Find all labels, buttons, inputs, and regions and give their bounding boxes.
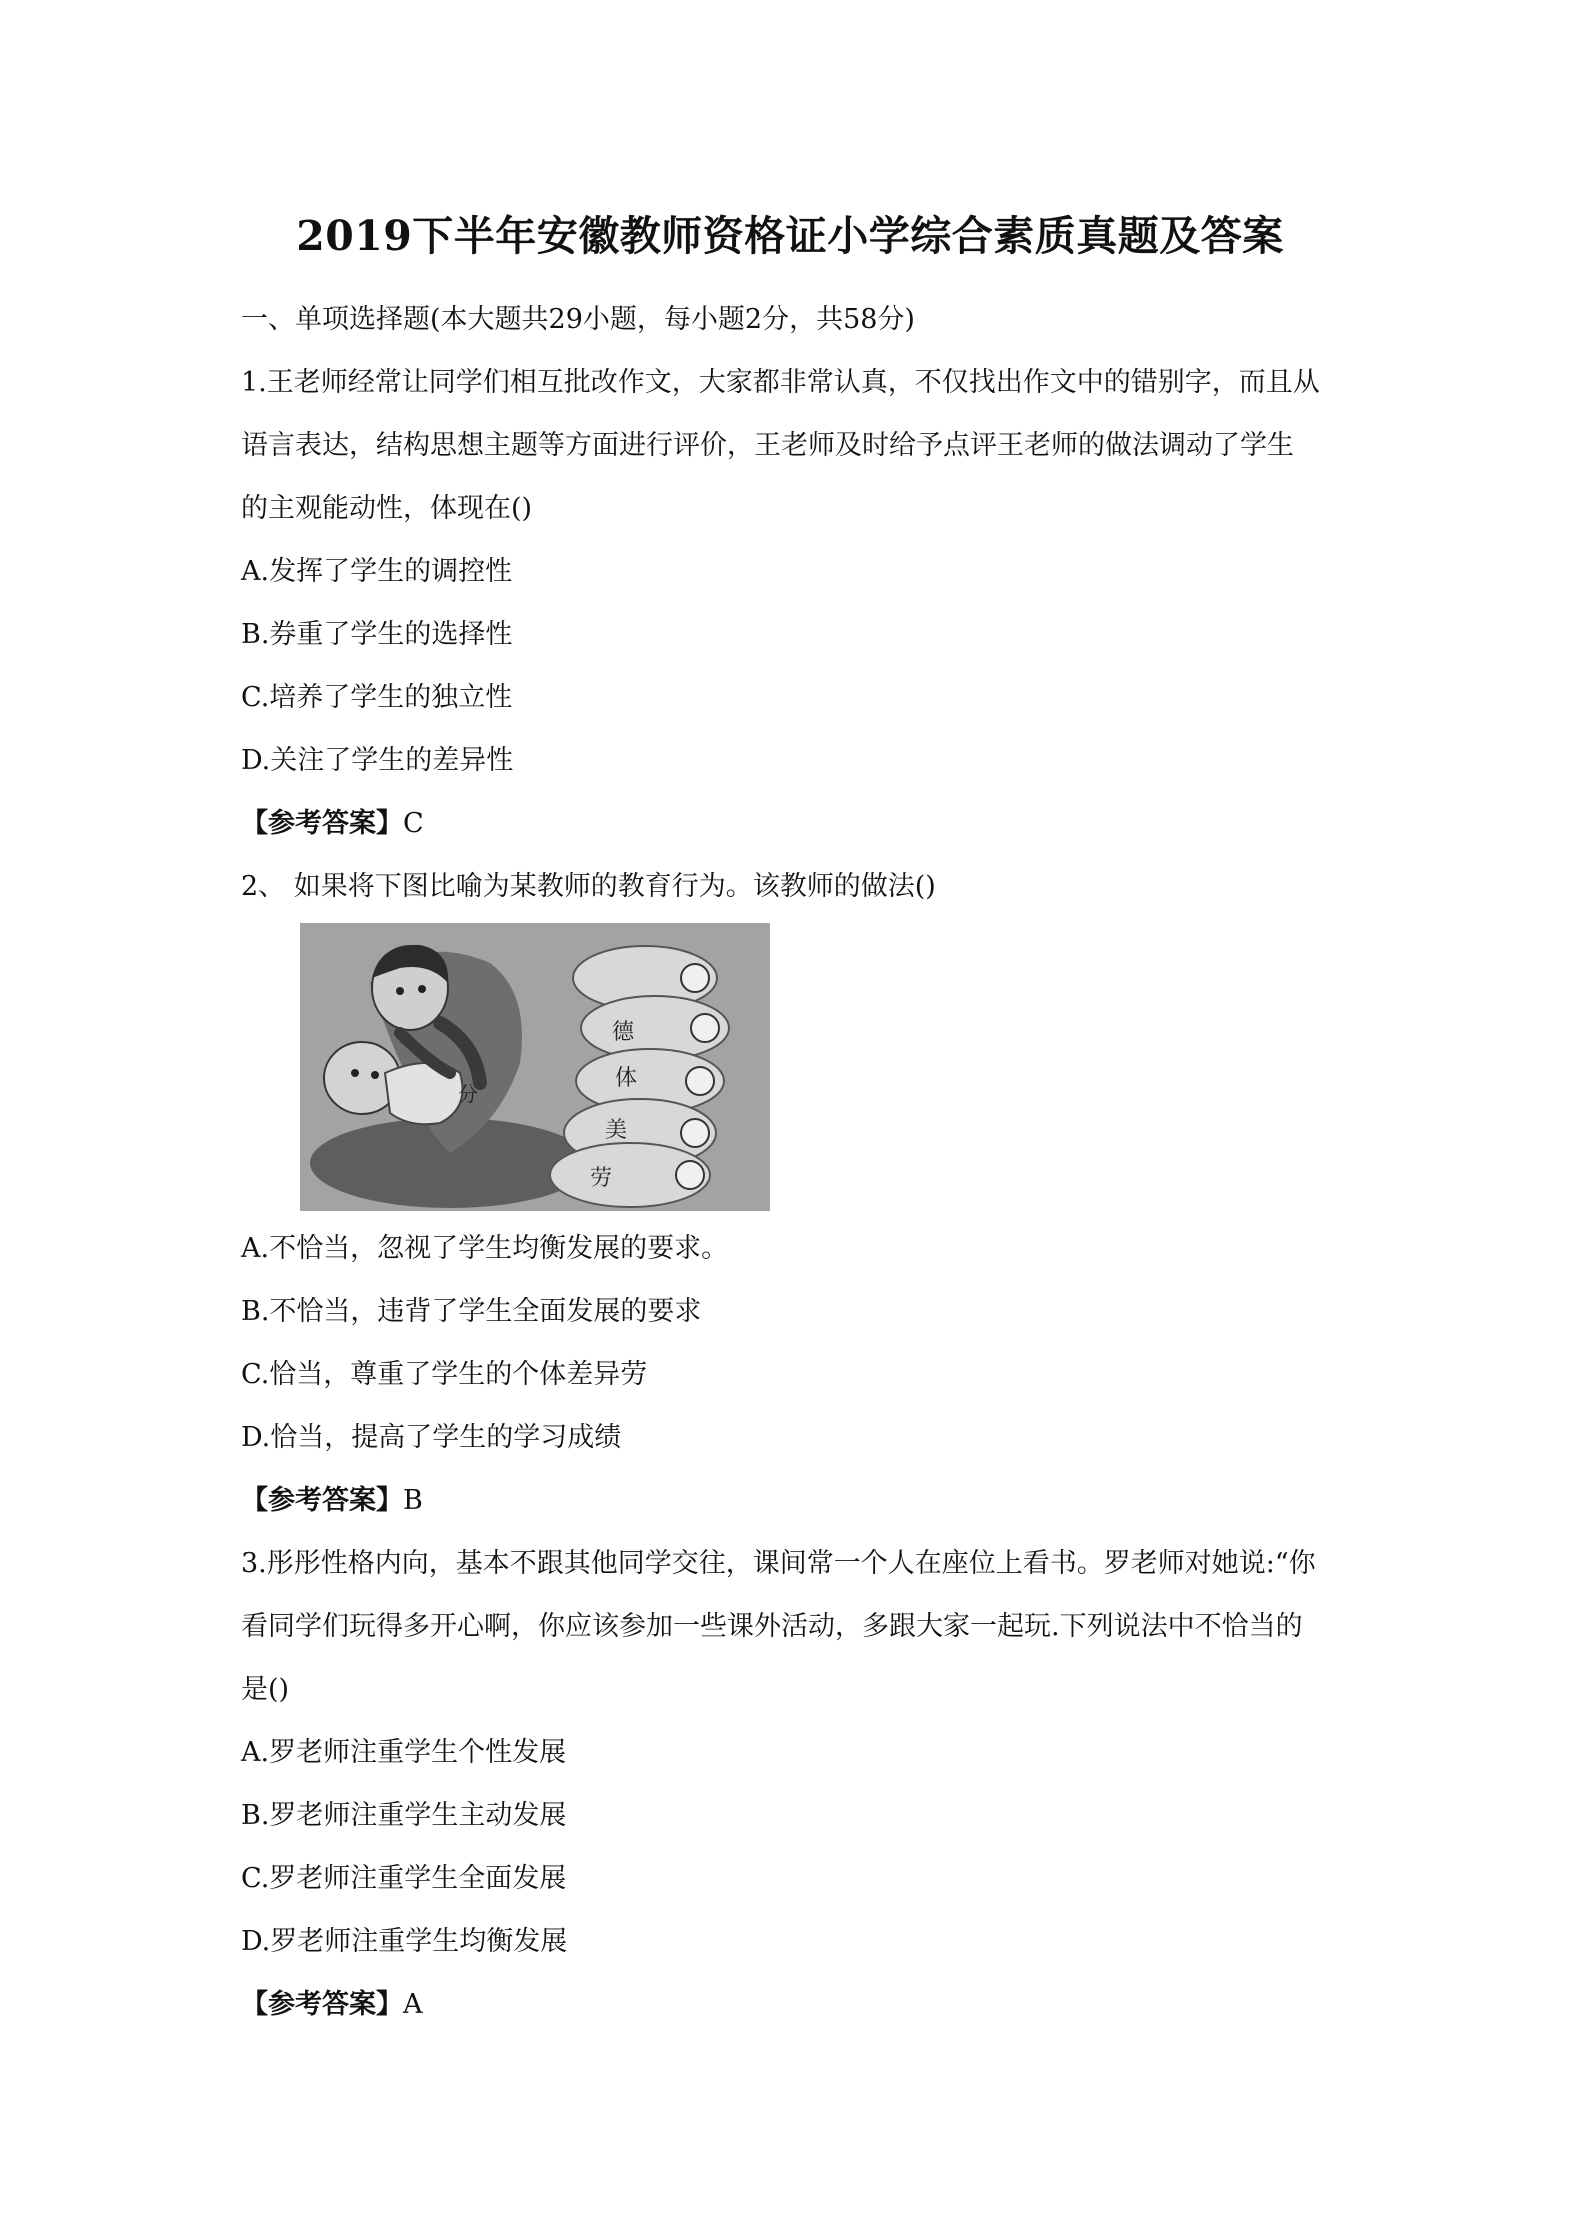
question-stem-line: 2、 如果将下图比喻为某教师的教育行为。该教师的做法(): [241, 871, 936, 902]
question-illustration: [300, 923, 770, 1211]
option-a: A.不恰当，忽视了学生均衡发展的要求。: [241, 1233, 729, 1264]
question-stem-line: 3.彤彤性格内向，基本不跟其他同学交往，课间常一个人在座位上看书。罗老师对她说:“你: [241, 1548, 1316, 1579]
option-c: C.罗老师注重学生全面发展: [241, 1863, 567, 1894]
section-heading: 一、单项选择题(本大题共29小题，每小题2分，共58分): [241, 304, 915, 335]
question-stem-line: 语言表达，结构思想主题等方面进行评价，王老师及时给予点评王老师的做法调动了学生: [241, 430, 1294, 461]
question-3: [241, 1532, 1361, 2036]
answer-label: 【参考答案】: [241, 1485, 403, 1516]
answer-line: [241, 792, 1361, 855]
answer-line: [241, 1469, 1361, 1532]
answer-value: A: [403, 1989, 423, 2020]
option-d: D.罗老师注重学生均衡发展: [241, 1926, 568, 1957]
page-title: 2019下半年安徽教师资格证小学综合素质真题及答案: [296, 212, 1284, 260]
answer-value: C: [403, 808, 424, 839]
option-d: D.恰当，提高了学生的学习成绩: [241, 1422, 622, 1453]
question-stem-line: 看同学们玩得多开心啊，你应该参加一些课外活动，多跟大家一起玩.下列说法中不恰当的: [241, 1611, 1303, 1642]
option-b: B.券重了学生的选择性: [241, 619, 513, 650]
answer-label: 【参考答案】: [241, 808, 403, 839]
question-stem-line: 1.王老师经常让同学们相互批改作文，大家都非常认真，不仅找出作文中的错别字，而且从: [241, 367, 1320, 398]
figure-label-ti: 体: [615, 1066, 638, 1091]
illustration-svg: [300, 923, 770, 1211]
option-b: B.不恰当，违背了学生全面发展的要求: [241, 1296, 702, 1327]
option-c: C.培养了学生的独立性: [241, 682, 513, 713]
figure-label-de: 德: [612, 1020, 635, 1045]
question-stem-line: 的主观能动性，体现在(): [241, 493, 533, 524]
option-c: C.恰当，尊重了学生的个体差异劳: [241, 1359, 648, 1390]
document-content: [241, 288, 1361, 2036]
option-b: B.罗老师注重学生主动发展: [241, 1800, 567, 1831]
question-2: [241, 855, 1361, 1532]
figure-label-fen: 分: [458, 1082, 478, 1106]
question-stem-line: 是(): [241, 1674, 290, 1705]
answer-label: 【参考答案】: [241, 1989, 403, 2020]
option-a: A.发挥了学生的调控性: [241, 556, 513, 587]
figure-label-lao: 劳: [590, 1166, 613, 1191]
question-1: [241, 351, 1361, 855]
answer-line: [241, 1973, 1361, 2036]
option-a: A.罗老师注重学生个性发展: [241, 1737, 567, 1768]
answer-value: B: [403, 1485, 423, 1516]
figure-label-mei: 美: [605, 1118, 628, 1143]
option-d: D.关注了学生的差异性: [241, 745, 514, 776]
